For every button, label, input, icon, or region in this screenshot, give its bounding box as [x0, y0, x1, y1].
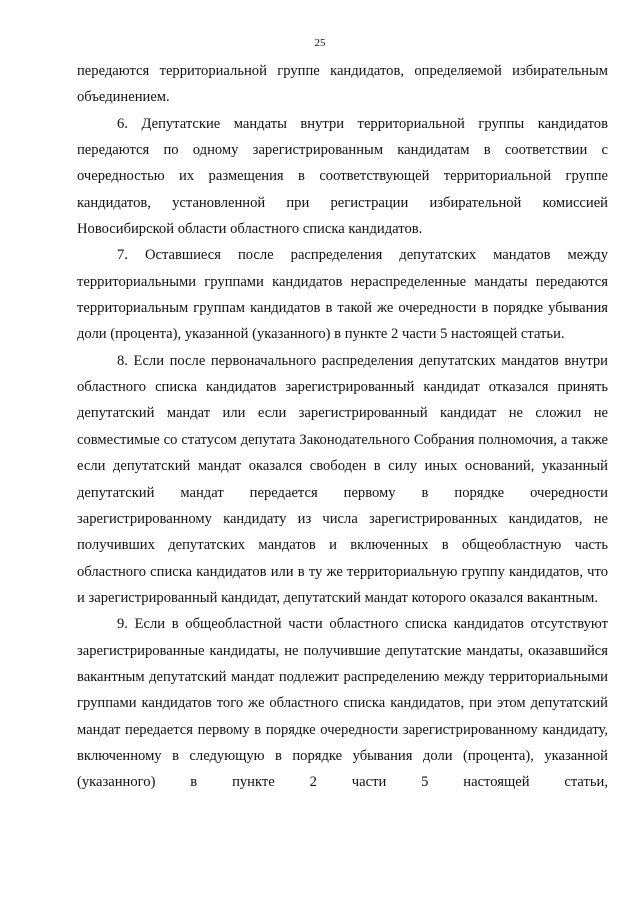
paragraph-7: 7. Оставшиеся после распределения депутатских мандатов между территориальными группами кандидатов нераспределенные мандаты передаются территориальным группам кандидатов в такой же очередности в порядке убывания доли (процента), указанной (указанного) в пункте 2 части 5 настоящей статьи.: [77, 247, 608, 343]
page-number: 25: [314, 37, 326, 49]
paragraph-6: 6. Депутатские мандаты внутри территориальной группы кандидатов передаются по одному зарегистрированным кандидатам в соответствии с очередностью их размещения в соответствующей территориальной группе кандидатов, установленной при регистрации избирательной комиссией Новосибирской области областного списка кандидатов.: [77, 115, 608, 238]
document-body: [77, 58, 608, 796]
paragraph-9: 9. Если в общеобластной части областного списка кандидатов отсутствуют зарегистрированные кандидаты, не получившие депутатские мандаты, оказавшийся вакантным депутатский мандат подлежит распределению между территориальными группами кандидатов того же областного списка кандидатов, при этом депутатский мандат передается первому в порядке очередности зарегистрированному кандидату, включенному в следующую в порядке убывания доли (процента), указанной (указанного) в пункте 2 части 5 настоящей статьи,: [77, 616, 608, 791]
paragraph-8: 8. Если после первоначального распределения депутатских мандатов внутри областного списка кандидатов зарегистрированный кандидат отказался принять депутатский мандат или если зарегистрированный кандидат не сложил не совместимые со статусом депутата Законодательного Собрания полномочия, а также если депутатский мандат оказался свободен в силу иных оснований, указанный депутатский мандат передается первому в порядке очередности зарегистрированному кандидату из числа зарегистрированных кандидатов, не получивших депутатских мандатов и включенных в общеобластную часть областного списка кандидатов или в ту же территориальную группу кандидатов, что и зарегистрированный кандидат, депутатский мандат которого оказался вакантным.: [77, 352, 608, 606]
paragraph-continuation: передаются территориальной группе кандидатов, определяемой избирательным объединением.: [77, 63, 608, 106]
